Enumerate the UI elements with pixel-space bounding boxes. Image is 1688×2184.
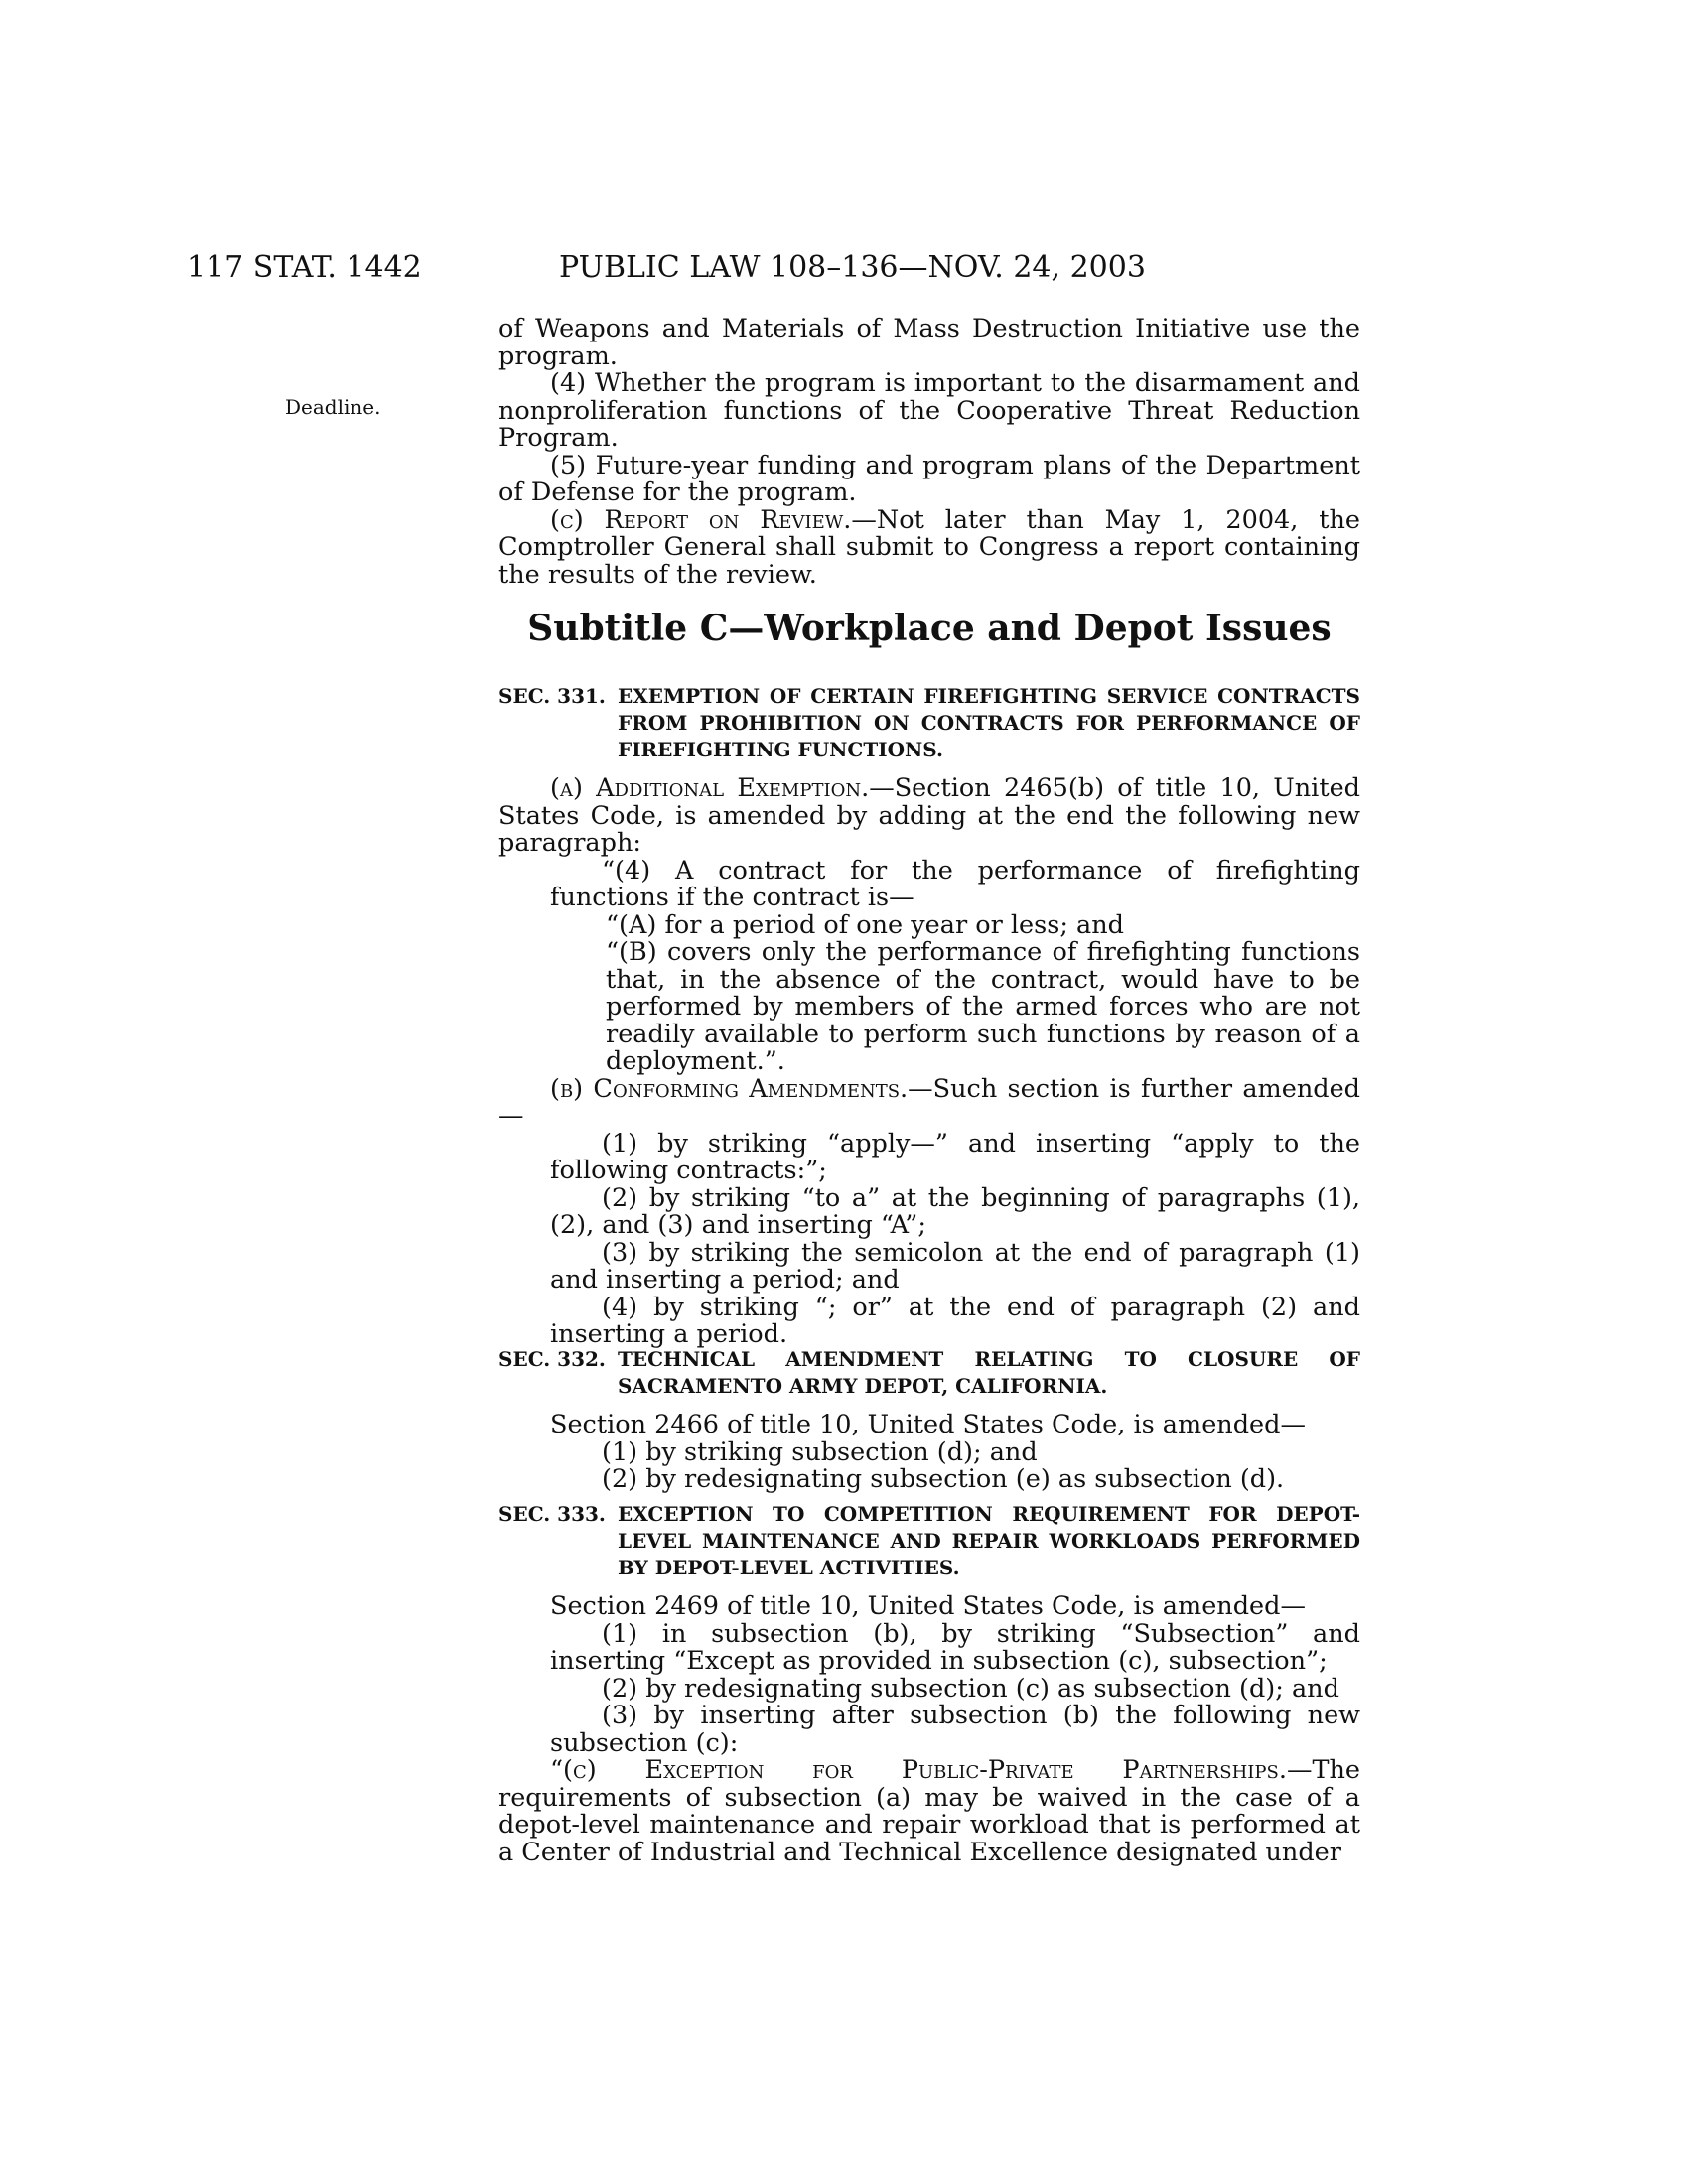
page-stat-citation: 117 STAT. 1442 [187, 250, 422, 285]
sec-333-c-heading: “(c) Exception for Public-Private Partnerships. [550, 1755, 1287, 1785]
sec-331-title: EXEMPTION OF CERTAIN FIREFIGHTING SERVICE CONTRACTS FROM PROHIBITION ON CONTRACTS FOR PERFORMANCE OF FIREFIGHTING FUNCTIONS. [618, 684, 1360, 761]
sec-333-item-1: (1) in subsection (b), by striking “Subsection” and inserting “Except as provided in subsection (c), subsection”; [550, 1618, 1360, 1676]
sec-331-b-text: —Such section is further amended— [498, 1073, 1360, 1131]
quoted-subparagraph-a: “(A) for a period of one year or less; and [606, 909, 1124, 940]
section-333 [498, 1501, 1360, 1866]
subtitle-heading: Subtitle C—Workplace and Depot Issues [527, 608, 1332, 649]
sec-333-c-text: —The requirements of subsection (a) may be waived in the case of a depot-level maintenance and repair workload that is performed at a Center of Industrial and Technical Excellence designated under [498, 1755, 1360, 1867]
para-item-5: (5) Future-year funding and program plans of the Department of Defense for the program. [498, 450, 1360, 507]
sec-331-a-heading: (a) Additional Exemption. [550, 773, 870, 803]
sec-333-item-2: (2) by redesignating subsection (c) as subsection (d); and [602, 1673, 1339, 1704]
report-text: —Not later than May 1, 2004, the Comptroller General shall submit to Congress a report containing the results of the review. [498, 504, 1361, 590]
sec-332-item-2: (2) by redesignating subsection (e) as subsection (d). [602, 1464, 1285, 1494]
quoted-subparagraph-b: “(B) covers only the performance of firefighting functions that, in the absence of the contract, would have to be performed by members of the armed forces who are not readily available to perform such functions by reason of a deployment.”. [606, 937, 1360, 1076]
sec-331-b [498, 1073, 1360, 1131]
quoted-paragraph-4: “(4) A contract for the performance of firefighting functions if the contract is— [550, 855, 1360, 912]
sec-333-item-3: (3) by inserting after subsection (b) the following new subsection (c): [550, 1701, 1360, 1758]
sec-332-label: SEC. 332. [498, 1347, 606, 1371]
sec-331-a-text: —Section 2465(b) of title 10, United States Code, is amended by adding at the end the following new paragraph: [498, 773, 1360, 858]
para-report-on-review [498, 504, 1361, 590]
sec-331-b-item-1: (1) by striking “apply—” and inserting “apply to the following contracts:”; [550, 1128, 1360, 1185]
sec-331-heading [498, 683, 1360, 763]
sec-332-intro: Section 2466 of title 10, United States Code, is amended— [550, 1410, 1306, 1439]
sec-331-b-item-2: (2) by striking “to a” at the beginning of paragraphs (1), (2), and (3) and inserting “A”; [550, 1182, 1360, 1240]
section-331 [498, 683, 1360, 1349]
sec-331-b-item-4: (4) by striking “; or” at the end of paragraph (2) and inserting a period. [550, 1292, 1360, 1349]
sec-332-heading [498, 1346, 1360, 1400]
subtitle-block [498, 608, 1360, 649]
sec-332-title: TECHNICAL AMENDMENT RELATING TO CLOSURE OF SACRAMENTO ARMY DEPOT, CALIFORNIA. [618, 1347, 1360, 1398]
top-continuation [498, 316, 1360, 589]
sec-333-heading [498, 1501, 1360, 1581]
para-continued: of Weapons and Materials of Mass Destruction Initiative use the program. [498, 314, 1360, 371]
sec-331-b-heading: (b) Conforming Amendments. [550, 1073, 909, 1104]
sec-332-item-1: (1) by striking subsection (d); and [602, 1436, 1038, 1467]
sec-331-label: SEC. 331. [498, 684, 606, 708]
sec-333-label: SEC. 333. [498, 1502, 606, 1526]
sec-331-b-item-3: (3) by striking the semicolon at the end of paragraph (1) and inserting a period; and [550, 1237, 1360, 1295]
page-running-head: PUBLIC LAW 108–136—NOV. 24, 2003 [559, 250, 1146, 285]
section-332 [498, 1346, 1360, 1494]
sec-333-intro: Section 2469 of title 10, United States Code, is amended— [550, 1591, 1306, 1621]
para-item-4: (4) Whether the program is important to the disarmament and nonproliferation functions of the Cooperative Threat Reduction Program. [498, 368, 1360, 453]
sec-333-quoted-c [498, 1757, 1360, 1866]
sec-331-a [498, 775, 1360, 858]
report-heading: (c) Report on Review. [550, 504, 852, 535]
sec-333-title: EXCEPTION TO COMPETITION REQUIREMENT FOR DEPOT-LEVEL MAINTENANCE AND REPAIR WORKLOADS PERFORMED BY DEPOT-LEVEL ACTIVITIES. [618, 1502, 1360, 1579]
margin-note: Deadline. [285, 395, 381, 419]
